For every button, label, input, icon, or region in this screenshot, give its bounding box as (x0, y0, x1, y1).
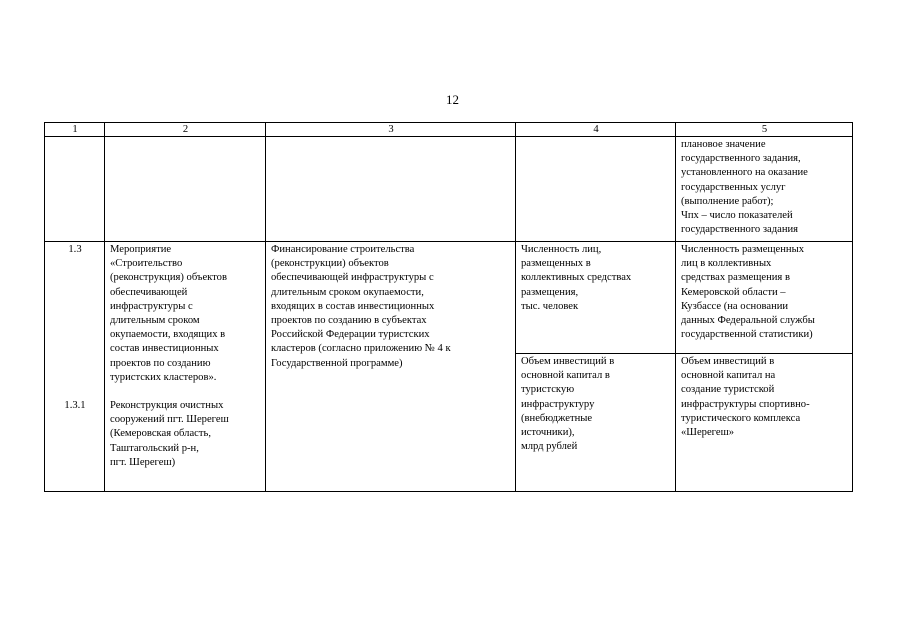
text-line: создание туристской (681, 384, 775, 396)
text-line: установленного на оказание (681, 167, 808, 179)
text-line: Численность размещенных (681, 244, 805, 255)
text-line: Мероприятие (110, 244, 172, 255)
text-line: плановое значение (681, 139, 766, 150)
text-line: государственного задания (681, 224, 799, 236)
table-row-continuation (45, 137, 853, 242)
text-line: обеспечивающей (110, 286, 188, 298)
text-line: (Кемеровская область, (110, 428, 211, 440)
text-line: государственного задания, (681, 153, 801, 165)
indicator-a (516, 242, 676, 354)
text-line: государственных услуг (681, 181, 786, 193)
text-line: Таштагольский р-н, (110, 442, 199, 454)
row-number: 1.3 (68, 244, 82, 255)
text-line: Объем инвестиций в (521, 356, 615, 367)
text-line: инфраструктуры с (110, 300, 193, 312)
text-line: Кемеровской области – (681, 286, 786, 298)
indicator-a-definition (676, 242, 853, 354)
text-line: инфраструктуры спортивно- (681, 398, 810, 410)
text-line: данных Федеральной службы (681, 315, 815, 327)
row-number-cell (45, 242, 105, 492)
text-line: основной капитал в (521, 370, 610, 382)
cell-empty (45, 137, 105, 242)
text-line: коллективных средствах (521, 272, 632, 284)
text-line: инфраструктуру (521, 398, 595, 410)
financing-description (266, 242, 516, 492)
text-line: Численность лиц, (521, 244, 602, 255)
header-col-4: 4 (516, 123, 676, 137)
text-line: пгт. Шерегеш) (110, 456, 176, 468)
text-line: (внебюджетные (521, 412, 593, 424)
table-header-row (45, 123, 853, 137)
page-number: 12 (446, 92, 459, 107)
text-line: (реконструкции) объектов (271, 258, 389, 270)
text-line: Российской Федерации туристских (271, 329, 430, 341)
header-col-3: 3 (266, 123, 516, 137)
text-line: «Строительство (110, 258, 183, 270)
text-line: размещения, (521, 286, 579, 298)
indicator-b (516, 354, 676, 492)
table-row-1-3 (45, 242, 853, 354)
header-col-5: 5 (676, 123, 853, 137)
sub-event-description (110, 399, 261, 470)
text-line: «Шерегеш» (681, 427, 735, 439)
text-line: Кузбассе (на основании (681, 300, 789, 312)
text-line: лиц в коллективных (681, 258, 772, 270)
text-line: входящих в состав инвестиционных (271, 300, 435, 312)
text-line: размещенных в (521, 258, 591, 270)
text-line: основной капитал на (681, 370, 776, 382)
text-line: Чпх – число показателей (681, 210, 793, 222)
text-line: источники), (521, 427, 575, 439)
sub-row-number: 1.3.1 (64, 400, 86, 412)
text-line: проектов по созданию в субъектах (271, 315, 427, 327)
text-line: длительным сроком (110, 315, 200, 327)
text-line: обеспечивающей инфраструктуры с (271, 272, 434, 284)
event-description (110, 243, 261, 385)
indicator-b-definition (676, 354, 853, 492)
text-line: кластеров (согласно приложению № 4 к (271, 343, 451, 355)
text-line: окупаемости, входящих в (110, 329, 226, 341)
text-line: млрд рублей (521, 441, 578, 453)
text-line: тыс. человек (521, 300, 579, 312)
event-cell (105, 242, 266, 492)
text-line: Финансирование строительства (271, 244, 415, 255)
cell-empty (266, 137, 516, 242)
cell-empty (516, 137, 676, 242)
text-line: Объем инвестиций в (681, 356, 775, 367)
text-line: туристического комплекса (681, 412, 801, 424)
text-line: средствах размещения в (681, 272, 790, 284)
header-col-1: 1 (45, 123, 105, 137)
text-line: туристскую (521, 384, 575, 396)
text-line: состав инвестиционных (110, 343, 219, 355)
text-line: государственной статистики) (681, 329, 813, 341)
text-line: проектов по созданию (110, 357, 211, 369)
text-line: Реконструкция очистных (110, 400, 224, 412)
text-line: (реконструкция) объектов (110, 272, 227, 284)
cell-empty (105, 137, 266, 242)
header-col-2: 2 (105, 123, 266, 137)
text-line: длительным сроком окупаемости, (271, 286, 424, 298)
text-line: (выполнение работ); (681, 195, 774, 207)
text-line: сооружений пгт. Шерегеш (110, 414, 229, 426)
text-line: Государственной программе) (271, 357, 403, 369)
measures-table (44, 122, 853, 492)
text-line: туристских кластеров». (110, 371, 217, 383)
continuation-col5 (676, 137, 853, 242)
